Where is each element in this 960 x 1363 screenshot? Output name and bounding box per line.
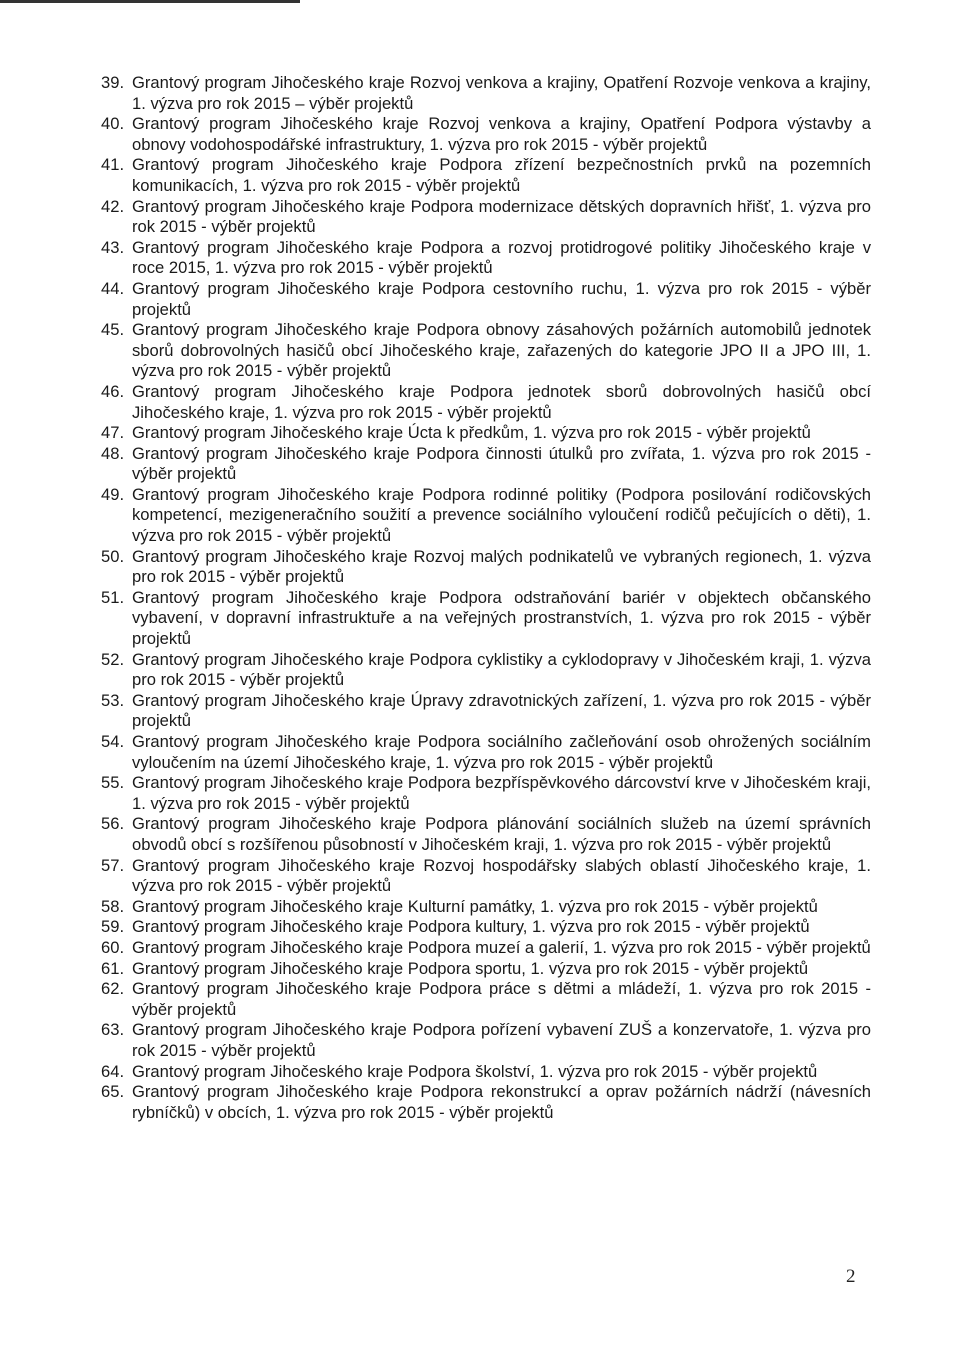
item-text: Grantový program Jihočeského kraje Podpora činnosti útulků pro zvířata, 1. výzva pro rok 2015 - výběr projektů bbox=[132, 443, 871, 484]
list-item bbox=[101, 547, 871, 588]
item-text: Grantový program Jihočeského kraje Podpora modernizace dětských dopravních hřišť, 1. výzva pro rok 2015 - výběr projektů bbox=[132, 196, 871, 237]
item-text: Grantový program Jihočeského kraje Rozvoj venkova a krajiny, Opatření Rozvoje venkova a krajiny, 1. výzva pro rok 2015 – výběr projektů bbox=[132, 73, 871, 113]
item-text: Grantový program Jihočeského kraje Podpora pořízení vybavení ZUŠ a konzervatoře, 1. výzva pro rok 2015 - výběr projektů bbox=[132, 1020, 871, 1060]
list-item bbox=[101, 856, 871, 897]
item-text: Grantový program Jihočeského kraje Rozvoj venkova a krajiny, Opatření Podpora výstavby a obnovy vodohospodářské infrastruktury, 1. výzva pro rok 2015 - výběr projektů bbox=[132, 114, 871, 154]
item-text: Grantový program Jihočeského kraje Podpora plánování sociálních služeb na území správních obvodů obcí s rozšířenou působností v Jihočeském kraji, 1. výzva pro rok 2015 - výběr projektů bbox=[132, 814, 871, 854]
list-item bbox=[101, 897, 871, 918]
item-number: 45. bbox=[101, 320, 125, 340]
item-number: 64. bbox=[101, 1061, 125, 1081]
list-item bbox=[101, 732, 871, 773]
item-text: Grantový program Jihočeského kraje Podpora sociálního začleňování osob ohrožených sociálním vyloučením na území Jihočeského kraje, 1. výzva pro rok 2015 - výběr projektů bbox=[132, 732, 871, 772]
item-number: 55. bbox=[101, 773, 125, 793]
item-text: Grantový program Jihočeského kraje Rozvoj malých podnikatelů ve vybraných regionech, 1. výzva pro rok 2015 - výběr projektů bbox=[132, 546, 871, 587]
item-text: Grantový program Jihočeského kraje Kulturní památky, 1. výzva pro rok 2015 - výběr projektů bbox=[132, 896, 818, 916]
item-text: Grantový program Jihočeského kraje Podpora muzeí a galerií, 1. výzva pro rok 2015 - výběr projektů bbox=[132, 937, 871, 957]
item-text: Grantový program Jihočeského kraje Podpora rodinné politiky (Podpora posilování rodičovských kompetencí, mezigeneračního soužití a prevence sociálního vyloučení rodičů pečujících o děti), 1. výzva pro rok 2015 - výběr projektů bbox=[132, 484, 871, 546]
item-number: 50. bbox=[101, 546, 125, 566]
list-item bbox=[101, 238, 871, 279]
item-text: Grantový program Jihočeského kraje Podpora sportu, 1. výzva pro rok 2015 - výběr projektů bbox=[132, 958, 809, 978]
list-item bbox=[101, 485, 871, 547]
item-number: 53. bbox=[101, 690, 125, 710]
item-number: 46. bbox=[101, 381, 125, 401]
item-number: 40. bbox=[101, 114, 125, 134]
list-item bbox=[101, 959, 871, 980]
item-number: 65. bbox=[101, 1082, 125, 1102]
item-number: 49. bbox=[101, 484, 125, 504]
list-item bbox=[101, 320, 871, 382]
list-item bbox=[101, 814, 871, 855]
item-number: 59. bbox=[101, 917, 125, 937]
item-text: Grantový program Jihočeského kraje Rozvoj hospodářsky slabých oblastí Jihočeského kraje, 1. výzva pro rok 2015 - výběr projektů bbox=[132, 855, 871, 896]
item-text: Grantový program Jihočeského kraje Podpora bezpříspěvkového dárcovství krve v Jihočeském kraji, 1. výzva pro rok 2015 - výběr projektů bbox=[132, 773, 871, 813]
item-number: 52. bbox=[101, 649, 125, 669]
item-number: 54. bbox=[101, 732, 125, 751]
item-text: Grantový program Jihočeského kraje Podpora zřízení bezpečnostních prvků na pozemních komunikacích, 1. výzva pro rok 2015 - výběr projektů bbox=[132, 155, 871, 195]
list-item bbox=[101, 773, 871, 814]
item-number: 39. bbox=[101, 73, 125, 92]
list-item bbox=[101, 1020, 871, 1061]
list-item bbox=[101, 197, 871, 238]
list-item bbox=[101, 691, 871, 732]
item-text: Grantový program Jihočeského kraje Úpravy zdravotnických zařízení, 1. výzva pro rok 2015 - výběr projektů bbox=[132, 690, 871, 731]
item-number: 43. bbox=[101, 237, 125, 257]
item-number: 63. bbox=[101, 1020, 125, 1040]
list-item bbox=[101, 650, 871, 691]
item-number: 58. bbox=[101, 896, 125, 916]
item-text: Grantový program Jihočeského kraje Podpora práce s dětmi a mládeží, 1. výzva pro rok 2015 - výběr projektů bbox=[132, 979, 871, 1019]
item-text: Grantový program Jihočeského kraje Podpora a rozvoj protidrogové politiky Jihočeského kraje v roce 2015, 1. výzva pro rok 2015 - výběr projektů bbox=[132, 237, 871, 278]
list-item bbox=[101, 114, 871, 155]
item-number: 42. bbox=[101, 196, 125, 216]
item-number: 62. bbox=[101, 979, 125, 999]
list-item bbox=[101, 588, 871, 650]
item-text: Grantový program Jihočeského kraje Podpora obnovy zásahových požárních automobilů jednotek sborů dobrovolných hasičů obcí Jihočeského kraje, zařazených do kategorie JPO II a JPO III, 1. výzva pro rok 2015 - výběr projektů bbox=[132, 320, 871, 381]
item-text: Grantový program Jihočeského kraje Podpora odstraňování bariér v objektech občanského vybavení, v dopravní infrastruktuře a na veřejných prostranstvích, 1. výzva pro rok 2015 - výběr projektů bbox=[132, 587, 871, 649]
list-item bbox=[101, 423, 871, 444]
list-item bbox=[101, 73, 871, 114]
item-text: Grantový program Jihočeského kraje Podpora cyklistiky a cyklodopravy v Jihočeském kraji, 1. výzva pro rok 2015 - výběr projektů bbox=[132, 649, 871, 690]
item-text: Grantový program Jihočeského kraje Úcta k předkům, 1. výzva pro rok 2015 - výběr projektů bbox=[132, 423, 811, 443]
item-number: 44. bbox=[101, 278, 125, 298]
item-text: Grantový program Jihočeského kraje Podpora cestovního ruchu, 1. výzva pro rok 2015 - výběr projektů bbox=[132, 278, 871, 319]
item-number: 41. bbox=[101, 155, 125, 175]
item-number: 48. bbox=[101, 443, 125, 463]
item-number: 47. bbox=[101, 423, 125, 443]
item-text: Grantový program Jihočeského kraje Podpora školství, 1. výzva pro rok 2015 - výběr projektů bbox=[132, 1061, 818, 1081]
program-list bbox=[101, 73, 871, 1123]
item-number: 56. bbox=[101, 814, 125, 834]
list-item bbox=[101, 1082, 871, 1123]
list-item bbox=[101, 979, 871, 1020]
item-number: 51. bbox=[101, 587, 125, 607]
list-item bbox=[101, 155, 871, 196]
list-item bbox=[101, 938, 871, 959]
page-number: 2 bbox=[846, 1266, 856, 1287]
list-item bbox=[101, 917, 871, 938]
list-item bbox=[101, 279, 871, 320]
item-number: 60. bbox=[101, 937, 125, 957]
item-text: Grantový program Jihočeského kraje Podpora rekonstrukcí a oprav požárních nádrží (návesních rybníčků) v obcích, 1. výzva pro rok 2015 - výběr projektů bbox=[132, 1082, 871, 1122]
item-text: Grantový program Jihočeského kraje Podpora jednotek sborů dobrovolných hasičů obcí Jihočeského kraje, 1. výzva pro rok 2015 - výběr projektů bbox=[132, 381, 871, 422]
item-text: Grantový program Jihočeského kraje Podpora kultury, 1. výzva pro rok 2015 - výběr projektů bbox=[132, 917, 810, 937]
header-rule bbox=[0, 0, 300, 3]
item-number: 57. bbox=[101, 855, 125, 875]
list-item bbox=[101, 444, 871, 485]
list-item bbox=[101, 1062, 871, 1083]
list-item bbox=[101, 382, 871, 423]
item-number: 61. bbox=[101, 958, 125, 978]
